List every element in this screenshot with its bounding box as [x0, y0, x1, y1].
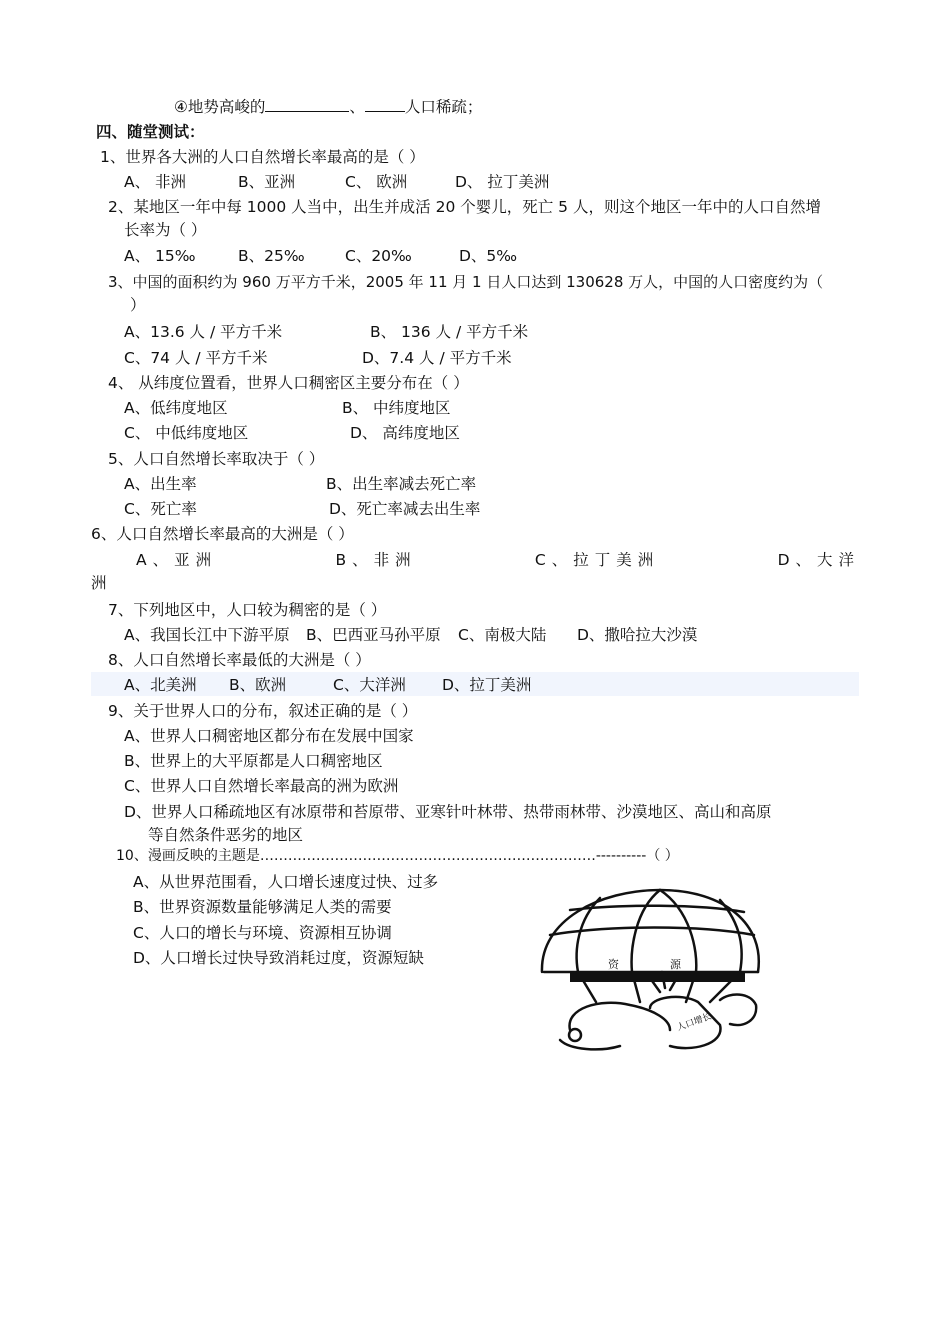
question-4-stem: 4、 从纬度位置看，世界人口稠密区主要分布在（ ） — [108, 374, 469, 392]
q5-option-d[interactable]: D、死亡率减去出生率 — [329, 500, 481, 518]
q1-option-d[interactable]: D、 拉丁美洲 — [455, 173, 550, 191]
fill-blank-line — [174, 96, 482, 118]
cartoon-label-1: 资 — [608, 958, 619, 971]
q4-option-b[interactable]: B、 中纬度地区 — [342, 399, 451, 417]
question-7-stem: 7、下列地区中，人口较为稠密的是（ ） — [108, 601, 387, 619]
question-8-stem: 8、人口自然增长率最低的大洲是（ ） — [108, 651, 371, 669]
section-title: 四、随堂测试： — [96, 123, 205, 141]
q8-option-d[interactable]: D、拉丁美洲 — [442, 676, 532, 694]
q2-option-b[interactable]: B、25‰ — [238, 247, 305, 265]
q9-option-a[interactable]: A、世界人口稠密地区都分布在发展中国家 — [124, 727, 414, 745]
q4-option-c[interactable]: C、 中低纬度地区 — [124, 424, 249, 442]
q6-option-a[interactable]: A、亚洲 — [136, 551, 218, 569]
question-9-stem: 9、关于世界人口的分布，叙述正确的是（ ） — [108, 702, 418, 720]
separator: 、 — [349, 98, 365, 116]
q3-option-c[interactable]: C、74 人 / 平方千米 — [124, 349, 268, 367]
q6-options-row — [136, 549, 860, 571]
q2-option-a[interactable]: A、 15‰ — [124, 247, 196, 265]
q9-option-b[interactable]: B、世界上的大平原都是人口稠密地区 — [124, 752, 383, 770]
q6-option-d[interactable]: D、大洋 — [777, 551, 860, 569]
q10-option-b[interactable]: B、世界资源数量能够满足人类的需要 — [133, 898, 392, 916]
line-text: ④地势高峻的 — [174, 98, 266, 116]
question-1-stem: 1、世界各大洲的人口自然增长率最高的是（ ） — [100, 148, 425, 166]
question-5-stem: 5、人口自然增长率取决于（ ） — [108, 450, 325, 468]
q5-option-c[interactable]: C、死亡率 — [124, 500, 197, 518]
q9-option-c[interactable]: C、世界人口自然增长率最高的洲为欧洲 — [124, 777, 399, 795]
q4-option-d[interactable]: D、 高纬度地区 — [350, 424, 460, 442]
cartoon-illustration — [530, 880, 790, 1060]
q1-option-c[interactable]: C、 欧洲 — [345, 173, 408, 191]
q3-option-d[interactable]: D、7.4 人 / 平方千米 — [362, 349, 512, 367]
q9-option-d-cont: 等自然条件恶劣的地区 — [148, 826, 304, 844]
q6-option-d-wrap: 洲 — [91, 574, 107, 592]
q7-option-c[interactable]: C、南极大陆 — [458, 626, 547, 644]
q3-option-b[interactable]: B、 136 人 / 平方千米 — [370, 323, 529, 341]
q4-option-a[interactable]: A、低纬度地区 — [124, 399, 228, 417]
q5-option-a[interactable]: A、出生率 — [124, 475, 197, 493]
q7-option-d[interactable]: D、撒哈拉大沙漠 — [577, 626, 698, 644]
q9-option-d[interactable]: D、世界人口稀疏地区有冰原带和苔原带、亚寒针叶林带、热带雨林带、沙漠地区、高山和高原 — [124, 803, 772, 821]
q7-option-b[interactable]: B、巴西亚马孙平原 — [306, 626, 441, 644]
q6-option-c[interactable]: C、拉丁美洲 — [534, 551, 660, 569]
q1-option-a[interactable]: A、 非洲 — [124, 173, 187, 191]
q8-option-a[interactable]: A、北美洲 — [124, 676, 197, 694]
question-2-stem-cont: 长率为（ ） — [124, 221, 207, 239]
q10-option-c[interactable]: C、人口的增长与环境、资源相互协调 — [133, 924, 392, 942]
q8-option-c[interactable]: C、大洋洲 — [333, 676, 406, 694]
question-10-stem: 10、漫画反映的主题是………………………………………………………………----------（ ） — [116, 848, 679, 864]
q10-option-a[interactable]: A、从世界范围看，人口增长速度过快、过多 — [133, 873, 439, 891]
blank-1[interactable] — [265, 97, 349, 112]
q10-option-d[interactable]: D、人口增长过快导致消耗过度，资源短缺 — [133, 949, 424, 967]
q6-option-b[interactable]: B、非洲 — [335, 551, 417, 569]
question-2-stem: 2、某地区一年中每 1000 人当中，出生并成活 20 个婴儿，死亡 5 人，则这个地区一年中的人口自然增 — [108, 198, 821, 216]
q5-option-b[interactable]: B、出生率减去死亡率 — [326, 475, 477, 493]
question-3-stem: 3、中国的面积约为 960 万平方千米，2005 年 11 月 1 日人口达到 130628 万人，中国的人口密度约为（ — [108, 273, 824, 291]
line-end: 人口稀疏； — [404, 98, 483, 116]
q8-option-b[interactable]: B、欧洲 — [229, 676, 287, 694]
question-6-stem: 6、人口自然增长率最高的大洲是（ ） — [91, 525, 354, 543]
cartoon-bag-label: 人口增长 — [675, 1011, 713, 1034]
q2-option-d[interactable]: D、5‰ — [459, 247, 518, 265]
q7-option-a[interactable]: A、我国长江中下游平原 — [124, 626, 290, 644]
question-3-stem-cont: ） — [130, 296, 146, 314]
q3-option-a[interactable]: A、13.6 人 / 平方千米 — [124, 323, 283, 341]
cartoon-label-2: 源 — [670, 958, 681, 971]
blank-2[interactable] — [365, 97, 405, 112]
q1-option-b[interactable]: B、亚洲 — [238, 173, 296, 191]
q2-option-c[interactable]: C、20‰ — [345, 247, 412, 265]
